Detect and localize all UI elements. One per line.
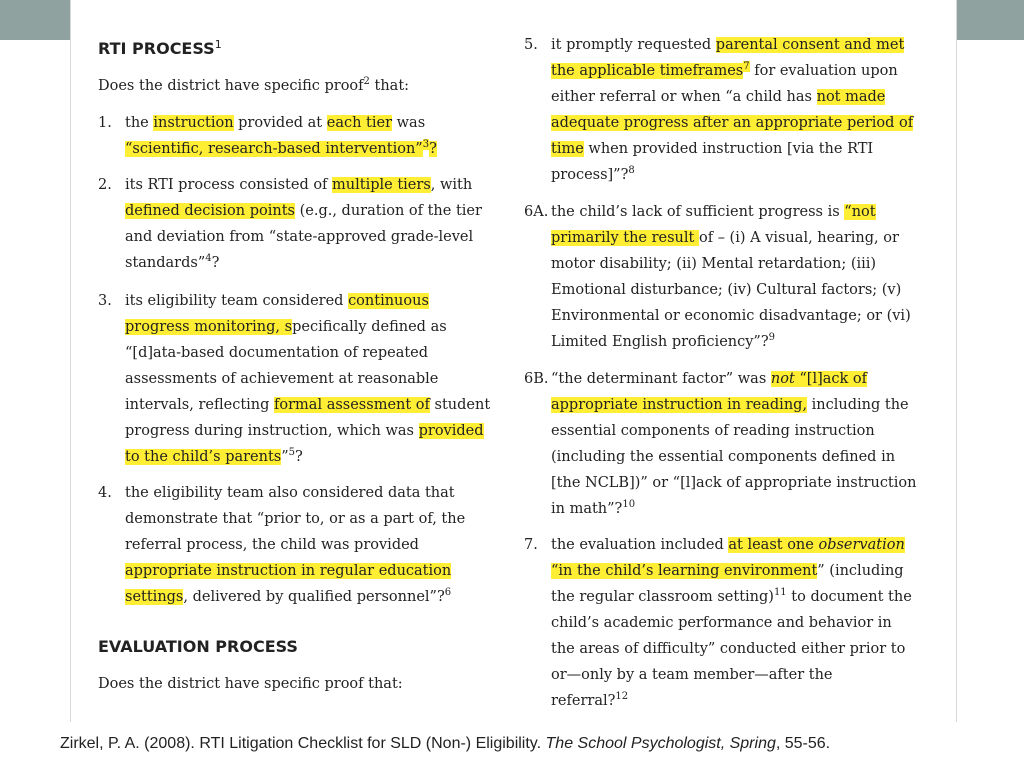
highlighted-phrase: settings	[125, 589, 184, 605]
text-run: , delivered by qualified personnel”?	[183, 589, 445, 605]
rti-process-heading	[98, 36, 222, 62]
text-run: progress during instruction, which was	[125, 423, 419, 439]
highlighted-phrase: adequate progress after an appropriate period of	[551, 115, 914, 131]
highlighted-phrase: continuous	[348, 293, 429, 309]
eval-item-6b	[524, 366, 934, 522]
text-run: when provided instruction [via the RTI	[583, 141, 874, 157]
text-run: provided at	[233, 115, 327, 131]
text-run: (including the essential components defined in	[551, 449, 896, 465]
item-number: 3.	[98, 293, 112, 309]
highlighted-phrase: time	[551, 141, 584, 157]
text-run: assessments of achievement at reasonable	[125, 371, 439, 387]
highlighted-phrase: not made	[816, 89, 886, 105]
footnote-marker: 5	[288, 447, 296, 458]
item-text	[551, 199, 934, 355]
rti-item-4	[98, 480, 508, 610]
footnote-marker: 12	[615, 691, 629, 702]
accent-bar-right	[955, 0, 1024, 40]
item-number: 6A.	[524, 204, 549, 220]
highlighted-phrase: the applicable timeframes	[551, 63, 744, 79]
text-run: referral process, the child was provided	[125, 537, 419, 553]
highlighted-phrase: to the child’s parents	[125, 449, 282, 465]
highlighted-phrase: primarily the result	[551, 230, 699, 246]
text-run: Limited English proficiency”?	[551, 334, 769, 350]
highlighted-phrase: “[l]ack of	[794, 371, 868, 387]
text-run: its eligibility team considered	[125, 293, 349, 309]
footnote-marker: 11	[773, 587, 787, 598]
eval-intro-text: Does the district have specific proof that:	[98, 676, 403, 692]
rti-item-1	[98, 110, 508, 162]
text-run: the regular classroom setting)	[551, 589, 774, 605]
rti-intro-footnote: 2	[363, 76, 370, 87]
footnote-marker: 4	[205, 253, 212, 264]
text-run: demonstrate that “prior to, or as a part of, the	[125, 511, 466, 527]
evaluation-process-title: EVALUATION PROCESS	[98, 637, 298, 656]
highlighted-phrase: formal assessment of	[274, 397, 430, 413]
accent-bar-left	[0, 0, 70, 40]
item-number: 4.	[98, 485, 112, 501]
text-run: the areas of difficulty” conducted either prior to	[551, 641, 906, 657]
text-run: (e.g., duration of the tier	[294, 203, 482, 219]
item-text	[551, 532, 934, 714]
citation-pages: , 55-56.	[775, 735, 831, 752]
rti-intro-tail: that:	[369, 78, 410, 94]
item-text	[551, 32, 934, 188]
text-run: standards”	[125, 255, 206, 271]
rti-item-3	[98, 288, 508, 470]
highlighted-phrase: defined decision points	[125, 203, 295, 219]
rti-intro-text: Does the district have specific proof	[98, 78, 364, 94]
text-run: the eligibility team also considered data that	[125, 485, 455, 501]
item-number: 5.	[524, 37, 538, 53]
document-page	[70, 0, 957, 722]
item-number: 2.	[98, 177, 112, 193]
highlighted-phrase: instruction	[153, 115, 234, 131]
eval-intro	[98, 671, 403, 697]
rti-process-title: RTI PROCESS	[98, 39, 215, 58]
footnote-marker: 6	[444, 587, 452, 598]
text-run: student	[429, 397, 491, 413]
text-run: ?	[211, 255, 220, 271]
highlighted-phrase: “not	[844, 204, 876, 220]
highlighted-phrase: appropriate instruction in reading,	[551, 397, 808, 413]
text-run: it promptly requested	[551, 37, 716, 53]
text-run: “[d]ata-based documentation of repeated	[125, 345, 429, 361]
text-run: referral?	[551, 693, 616, 709]
highlighted-phrase: progress monitoring, s	[125, 319, 293, 335]
highlighted-phrase: appropriate instruction in regular education	[125, 563, 452, 579]
text-run: the evaluation included	[551, 537, 729, 553]
text-run: child’s academic performance and behavior in	[551, 615, 892, 631]
text-run: , with	[430, 177, 473, 193]
eval-item-7	[524, 532, 934, 714]
eval-item-5	[524, 32, 934, 188]
highlighted-phrase: each tier	[326, 115, 393, 131]
item-text	[125, 288, 508, 470]
text-run: Environmental or economic disadvantage; or (vi)	[551, 308, 911, 324]
footnote-marker: 8	[628, 165, 635, 176]
item-text	[125, 480, 508, 610]
highlighted-phrase: multiple tiers	[332, 177, 431, 193]
text-run: pecifically defined as	[292, 319, 447, 335]
highlighted-phrase: parental consent and met	[715, 37, 905, 53]
text-run: was	[392, 115, 426, 131]
item-text	[125, 110, 508, 162]
eval-item-6a	[524, 199, 934, 355]
item-number: 6B.	[524, 371, 549, 387]
highlighted-phrase: not	[770, 371, 795, 387]
text-run: to document the	[786, 589, 912, 605]
text-run: including the	[807, 397, 909, 413]
text-run: essential components of reading instruction	[551, 423, 875, 439]
text-run: process]”?	[551, 167, 629, 183]
highlighted-phrase: at least one	[728, 537, 819, 553]
footnote-marker: 3	[422, 139, 430, 150]
footnote-marker: 7	[743, 61, 750, 72]
rti-item-2	[98, 172, 508, 276]
text-run: the	[125, 115, 154, 131]
citation-text: Zirkel, P. A. (2008). RTI Litigation Checklist for SLD (Non-) Eligibility.	[60, 735, 546, 752]
citation	[60, 735, 830, 753]
footnote-marker: 9	[768, 332, 775, 343]
text-run: its RTI process consisted of	[125, 177, 333, 193]
citation-journal: The School Psychologist, Spring	[545, 735, 776, 752]
text-run: ”	[281, 449, 289, 465]
text-run: of – (i) A visual, hearing, or	[698, 230, 899, 246]
text-run: for evaluation upon	[749, 63, 898, 79]
highlighted-phrase: “in the child’s learning environment	[551, 563, 818, 579]
text-run: ?	[295, 449, 303, 465]
text-run: and deviation from “state-approved grade-level	[125, 229, 474, 245]
text-run: ” (including	[817, 563, 904, 579]
text-run: intervals, reflecting	[125, 397, 275, 413]
item-text	[551, 366, 934, 522]
text-run: or—only by a team member—after the	[551, 667, 833, 683]
text-run: “the determinant factor” was	[551, 371, 771, 387]
highlighted-phrase: ?	[429, 141, 437, 157]
text-run: in math”?	[551, 501, 623, 517]
highlighted-phrase: observation	[818, 537, 905, 553]
evaluation-process-heading	[98, 634, 298, 660]
highlighted-phrase: “scientific, research-based intervention”	[125, 141, 423, 157]
text-run: motor disability; (ii) Mental retardation; (iii)	[551, 256, 877, 272]
text-run: [the NCLB])” or “[l]ack of appropriate instruction	[551, 475, 917, 491]
text-run: the child’s lack of sufficient progress is	[551, 204, 845, 220]
item-text	[125, 172, 508, 276]
footnote-marker: 10	[622, 499, 636, 510]
rti-title-footnote: 1	[214, 38, 222, 51]
item-number: 1.	[98, 115, 112, 131]
text-run: Emotional disturbance; (iv) Cultural factors; (v)	[551, 282, 902, 298]
highlighted-phrase: provided	[418, 423, 484, 439]
text-run: either referral or when “a child has	[551, 89, 817, 105]
rti-intro	[98, 73, 409, 99]
item-number: 7.	[524, 537, 538, 553]
